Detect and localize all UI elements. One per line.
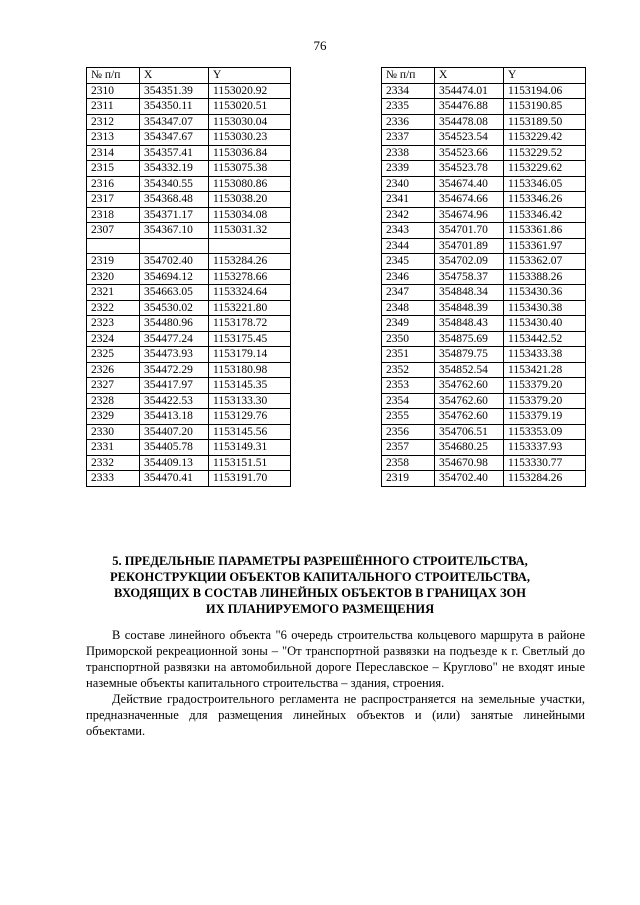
table-row bbox=[87, 362, 291, 378]
table-row bbox=[87, 161, 291, 177]
body-paragraph: В составе линейного объекта "6 очередь строительства кольцевого маршрута в районе Приморской рекреационной зоны – "От транспортной развязки на подъезде к г. Светлый до транспортной развязки на автомобильной дороге Переславское – Круглово" не входят иные наземные объекты капитального строительства – здания, строения. bbox=[86, 628, 585, 690]
section-heading-line: 5. ПРЕДЕЛЬНЫЕ ПАРАМЕТРЫ РАЗРЕШЁННОГО СТРОИТЕЛЬСТВА, bbox=[112, 554, 528, 568]
cell-y: 1153346.26 bbox=[504, 192, 586, 208]
table-row bbox=[87, 285, 291, 301]
cell-y: 1153194.06 bbox=[504, 83, 586, 99]
cell-x: 354702.40 bbox=[435, 471, 504, 487]
column-header-y: Y bbox=[504, 68, 586, 84]
section-heading bbox=[60, 553, 580, 617]
cell-y: 1153361.97 bbox=[504, 238, 586, 254]
column-header-number: № п/п bbox=[382, 68, 435, 84]
cell-x: 354422.53 bbox=[140, 393, 209, 409]
cell-x: 354470.41 bbox=[140, 471, 209, 487]
cell-x: 354357.41 bbox=[140, 145, 209, 161]
cell-x: 354762.60 bbox=[435, 378, 504, 394]
table-row bbox=[87, 99, 291, 115]
cell-number: 2313 bbox=[87, 130, 140, 146]
cell-number: 2338 bbox=[382, 145, 435, 161]
cell-x: 354371.17 bbox=[140, 207, 209, 223]
cell-y: 1153080.86 bbox=[209, 176, 291, 192]
table-row bbox=[87, 393, 291, 409]
cell-number: 2327 bbox=[87, 378, 140, 394]
cell-y: 1153388.26 bbox=[504, 269, 586, 285]
table-row bbox=[87, 114, 291, 130]
cell-y: 1153030.23 bbox=[209, 130, 291, 146]
cell-y: 1153221.80 bbox=[209, 300, 291, 316]
coordinates-table-left bbox=[86, 67, 291, 487]
table-row bbox=[87, 424, 291, 440]
cell-x: 354367.10 bbox=[140, 223, 209, 239]
cell-y: 1153031.32 bbox=[209, 223, 291, 239]
cell-y: 1153036.84 bbox=[209, 145, 291, 161]
table-row bbox=[382, 440, 586, 456]
cell-number: 2307 bbox=[87, 223, 140, 239]
table-row bbox=[87, 145, 291, 161]
cell-number: 2311 bbox=[87, 99, 140, 115]
cell-y: 1153175.45 bbox=[209, 331, 291, 347]
cell-number: 2351 bbox=[382, 347, 435, 363]
cell-number: 2352 bbox=[382, 362, 435, 378]
cell-number: 2318 bbox=[87, 207, 140, 223]
cell-number: 2337 bbox=[382, 130, 435, 146]
cell-number: 2341 bbox=[382, 192, 435, 208]
cell-y: 1153361.86 bbox=[504, 223, 586, 239]
table-row bbox=[87, 455, 291, 471]
cell-y: 1153149.31 bbox=[209, 440, 291, 456]
table-row bbox=[382, 83, 586, 99]
cell-y: 1153430.40 bbox=[504, 316, 586, 332]
cell-x: 354702.09 bbox=[435, 254, 504, 270]
cell-x: 354523.78 bbox=[435, 161, 504, 177]
cell-y: 1153430.36 bbox=[504, 285, 586, 301]
table-row bbox=[382, 378, 586, 394]
table-row bbox=[382, 114, 586, 130]
cell-number: 2336 bbox=[382, 114, 435, 130]
cell-y: 1153038.20 bbox=[209, 192, 291, 208]
cell-y: 1153075.38 bbox=[209, 161, 291, 177]
table-header-row bbox=[382, 68, 586, 84]
table-row bbox=[87, 83, 291, 99]
table-row bbox=[87, 130, 291, 146]
cell-y: 1153180.98 bbox=[209, 362, 291, 378]
cell-number: 2356 bbox=[382, 424, 435, 440]
cell-x: 354701.70 bbox=[435, 223, 504, 239]
table-row bbox=[87, 300, 291, 316]
cell-y: 1153379.19 bbox=[504, 409, 586, 425]
cell-y: 1153030.04 bbox=[209, 114, 291, 130]
section-heading-line: РЕКОНСТРУКЦИИ ОБЪЕКТОВ КАПИТАЛЬНОГО СТРОИТЕЛЬСТВА, bbox=[110, 570, 530, 584]
table-row bbox=[382, 393, 586, 409]
section-heading-line: ИХ ПЛАНИРУЕМОГО РАЗМЕЩЕНИЯ bbox=[205, 602, 435, 616]
cell-x: 354473.93 bbox=[140, 347, 209, 363]
table-row bbox=[87, 316, 291, 332]
cell-y: 1153191.70 bbox=[209, 471, 291, 487]
cell-number: 2345 bbox=[382, 254, 435, 270]
table-row bbox=[382, 176, 586, 192]
cell-y: 1153229.52 bbox=[504, 145, 586, 161]
cell-x: 354762.60 bbox=[435, 409, 504, 425]
cell-x: 354663.05 bbox=[140, 285, 209, 301]
section-heading-line: ВХОДЯЩИХ В СОСТАВ ЛИНЕЙНЫХ ОБЪЕКТОВ В ГРАНИЦАХ ЗОН bbox=[113, 586, 527, 600]
table-row bbox=[382, 347, 586, 363]
cell-number: 2346 bbox=[382, 269, 435, 285]
cell-x: 354347.07 bbox=[140, 114, 209, 130]
table-row bbox=[382, 316, 586, 332]
cell-x: 354670.98 bbox=[435, 455, 504, 471]
cell-y: 1153278.66 bbox=[209, 269, 291, 285]
table-row bbox=[87, 440, 291, 456]
table-row bbox=[382, 130, 586, 146]
column-header-number: № п/п bbox=[87, 68, 140, 84]
cell-x: 354332.19 bbox=[140, 161, 209, 177]
table-row bbox=[87, 378, 291, 394]
cell-number: 2323 bbox=[87, 316, 140, 332]
cell-x: 354674.96 bbox=[435, 207, 504, 223]
cell-number: 2357 bbox=[382, 440, 435, 456]
page-number: 76 bbox=[313, 38, 327, 53]
table-row bbox=[382, 471, 586, 487]
table-row bbox=[87, 331, 291, 347]
cell-number: 2343 bbox=[382, 223, 435, 239]
cell-x: 354417.97 bbox=[140, 378, 209, 394]
cell-number: 2319 bbox=[382, 471, 435, 487]
cell-y: 1153190.85 bbox=[504, 99, 586, 115]
table-row bbox=[87, 192, 291, 208]
table-row bbox=[87, 471, 291, 487]
cell-number: 2317 bbox=[87, 192, 140, 208]
cell-x: 354478.08 bbox=[435, 114, 504, 130]
cell-number: 2310 bbox=[87, 83, 140, 99]
cell-y: 1153034.08 bbox=[209, 207, 291, 223]
cell-number: 2319 bbox=[87, 254, 140, 270]
table-row bbox=[382, 331, 586, 347]
cell-number: 2353 bbox=[382, 378, 435, 394]
cell-y: 1153337.93 bbox=[504, 440, 586, 456]
cell-x: 354523.54 bbox=[435, 130, 504, 146]
cell-number: 2312 bbox=[87, 114, 140, 130]
cell-y: 1153430.38 bbox=[504, 300, 586, 316]
cell-number: 2321 bbox=[87, 285, 140, 301]
cell-y: 1153145.35 bbox=[209, 378, 291, 394]
cell-number: 2326 bbox=[87, 362, 140, 378]
cell-x: 354350.11 bbox=[140, 99, 209, 115]
cell-number: 2316 bbox=[87, 176, 140, 192]
cell-number: 2344 bbox=[382, 238, 435, 254]
cell-y: 1153324.64 bbox=[209, 285, 291, 301]
cell-y: 1153020.92 bbox=[209, 83, 291, 99]
table-row bbox=[87, 207, 291, 223]
cell-x bbox=[140, 238, 209, 254]
cell-y: 1153442.52 bbox=[504, 331, 586, 347]
cell-x: 354875.69 bbox=[435, 331, 504, 347]
cell-number: 2329 bbox=[87, 409, 140, 425]
cell-y: 1153330.77 bbox=[504, 455, 586, 471]
table-row bbox=[382, 207, 586, 223]
cell-y: 1153346.42 bbox=[504, 207, 586, 223]
table-row bbox=[382, 269, 586, 285]
cell-x: 354476.88 bbox=[435, 99, 504, 115]
table-row bbox=[87, 269, 291, 285]
cell-x: 354848.43 bbox=[435, 316, 504, 332]
cell-number: 2328 bbox=[87, 393, 140, 409]
cell-x: 354879.75 bbox=[435, 347, 504, 363]
cell-x: 354523.66 bbox=[435, 145, 504, 161]
cell-y: 1153362.07 bbox=[504, 254, 586, 270]
cell-y: 1153284.26 bbox=[209, 254, 291, 270]
cell-number: 2325 bbox=[87, 347, 140, 363]
section-body bbox=[86, 627, 585, 739]
table-row bbox=[382, 424, 586, 440]
cell-x: 354852.54 bbox=[435, 362, 504, 378]
cell-y: 1153133.30 bbox=[209, 393, 291, 409]
cell-y: 1153020.51 bbox=[209, 99, 291, 115]
cell-y: 1153433.38 bbox=[504, 347, 586, 363]
table-row bbox=[382, 99, 586, 115]
cell-number: 2320 bbox=[87, 269, 140, 285]
body-paragraph: Действие градостроительного регламента не распространяется на земельные участки, предназначенные для размещения линейных объектов и (или) занятые линейными объектами. bbox=[86, 692, 585, 738]
cell-x: 354674.66 bbox=[435, 192, 504, 208]
cell-y: 1153346.05 bbox=[504, 176, 586, 192]
cell-number: 2350 bbox=[382, 331, 435, 347]
table-row bbox=[382, 362, 586, 378]
cell-number: 2349 bbox=[382, 316, 435, 332]
table-row bbox=[87, 347, 291, 363]
cell-number: 2333 bbox=[87, 471, 140, 487]
table-row bbox=[87, 238, 291, 254]
cell-x: 354405.78 bbox=[140, 440, 209, 456]
cell-x: 354848.34 bbox=[435, 285, 504, 301]
table-row bbox=[382, 254, 586, 270]
cell-x: 354758.37 bbox=[435, 269, 504, 285]
cell-number: 2348 bbox=[382, 300, 435, 316]
cell-x: 354701.89 bbox=[435, 238, 504, 254]
cell-x: 354477.24 bbox=[140, 331, 209, 347]
cell-number: 2342 bbox=[382, 207, 435, 223]
table-row bbox=[382, 238, 586, 254]
table-row bbox=[382, 223, 586, 239]
cell-number: 2355 bbox=[382, 409, 435, 425]
cell-y: 1153189.50 bbox=[504, 114, 586, 130]
cell-x: 354694.12 bbox=[140, 269, 209, 285]
cell-number: 2340 bbox=[382, 176, 435, 192]
table-header-row bbox=[87, 68, 291, 84]
cell-x: 354680.25 bbox=[435, 440, 504, 456]
cell-x: 354474.01 bbox=[435, 83, 504, 99]
column-header-y: Y bbox=[209, 68, 291, 84]
cell-y: 1153379.20 bbox=[504, 393, 586, 409]
column-header-x: X bbox=[435, 68, 504, 84]
cell-x: 354472.29 bbox=[140, 362, 209, 378]
cell-number: 2315 bbox=[87, 161, 140, 177]
column-header-x: X bbox=[140, 68, 209, 84]
cell-x: 354702.40 bbox=[140, 254, 209, 270]
table-row bbox=[87, 409, 291, 425]
cell-number: 2324 bbox=[87, 331, 140, 347]
table-row bbox=[382, 455, 586, 471]
table-row bbox=[382, 161, 586, 177]
table-row bbox=[382, 285, 586, 301]
table-row bbox=[87, 176, 291, 192]
cell-x: 354848.39 bbox=[435, 300, 504, 316]
cell-x: 354347.67 bbox=[140, 130, 209, 146]
cell-y: 1153129.76 bbox=[209, 409, 291, 425]
cell-x: 354413.18 bbox=[140, 409, 209, 425]
cell-x: 354706.51 bbox=[435, 424, 504, 440]
cell-x: 354351.39 bbox=[140, 83, 209, 99]
cell-x: 354480.96 bbox=[140, 316, 209, 332]
cell-number: 2314 bbox=[87, 145, 140, 161]
cell-x: 354674.40 bbox=[435, 176, 504, 192]
cell-x: 354368.48 bbox=[140, 192, 209, 208]
cell-y: 1153151.51 bbox=[209, 455, 291, 471]
cell-number: 2358 bbox=[382, 455, 435, 471]
cell-y: 1153145.56 bbox=[209, 424, 291, 440]
cell-x: 354530.02 bbox=[140, 300, 209, 316]
cell-y: 1153284.26 bbox=[504, 471, 586, 487]
cell-y: 1153229.62 bbox=[504, 161, 586, 177]
cell-number: 2334 bbox=[382, 83, 435, 99]
table-row bbox=[87, 254, 291, 270]
cell-number: 2354 bbox=[382, 393, 435, 409]
cell-y: 1153229.42 bbox=[504, 130, 586, 146]
cell-x: 354762.60 bbox=[435, 393, 504, 409]
cell-y: 1153353.09 bbox=[504, 424, 586, 440]
cell-y bbox=[209, 238, 291, 254]
cell-number bbox=[87, 238, 140, 254]
cell-number: 2332 bbox=[87, 455, 140, 471]
cell-number: 2339 bbox=[382, 161, 435, 177]
table-row bbox=[382, 409, 586, 425]
cell-number: 2330 bbox=[87, 424, 140, 440]
cell-x: 354340.55 bbox=[140, 176, 209, 192]
table-row bbox=[382, 300, 586, 316]
cell-y: 1153421.28 bbox=[504, 362, 586, 378]
table-row bbox=[382, 145, 586, 161]
table-row bbox=[382, 192, 586, 208]
cell-y: 1153379.20 bbox=[504, 378, 586, 394]
cell-x: 354409.13 bbox=[140, 455, 209, 471]
cell-number: 2322 bbox=[87, 300, 140, 316]
cell-number: 2331 bbox=[87, 440, 140, 456]
cell-number: 2347 bbox=[382, 285, 435, 301]
cell-y: 1153178.72 bbox=[209, 316, 291, 332]
table-row bbox=[87, 223, 291, 239]
cell-number: 2335 bbox=[382, 99, 435, 115]
coordinates-table-right bbox=[381, 67, 586, 487]
cell-y: 1153179.14 bbox=[209, 347, 291, 363]
cell-x: 354407.20 bbox=[140, 424, 209, 440]
